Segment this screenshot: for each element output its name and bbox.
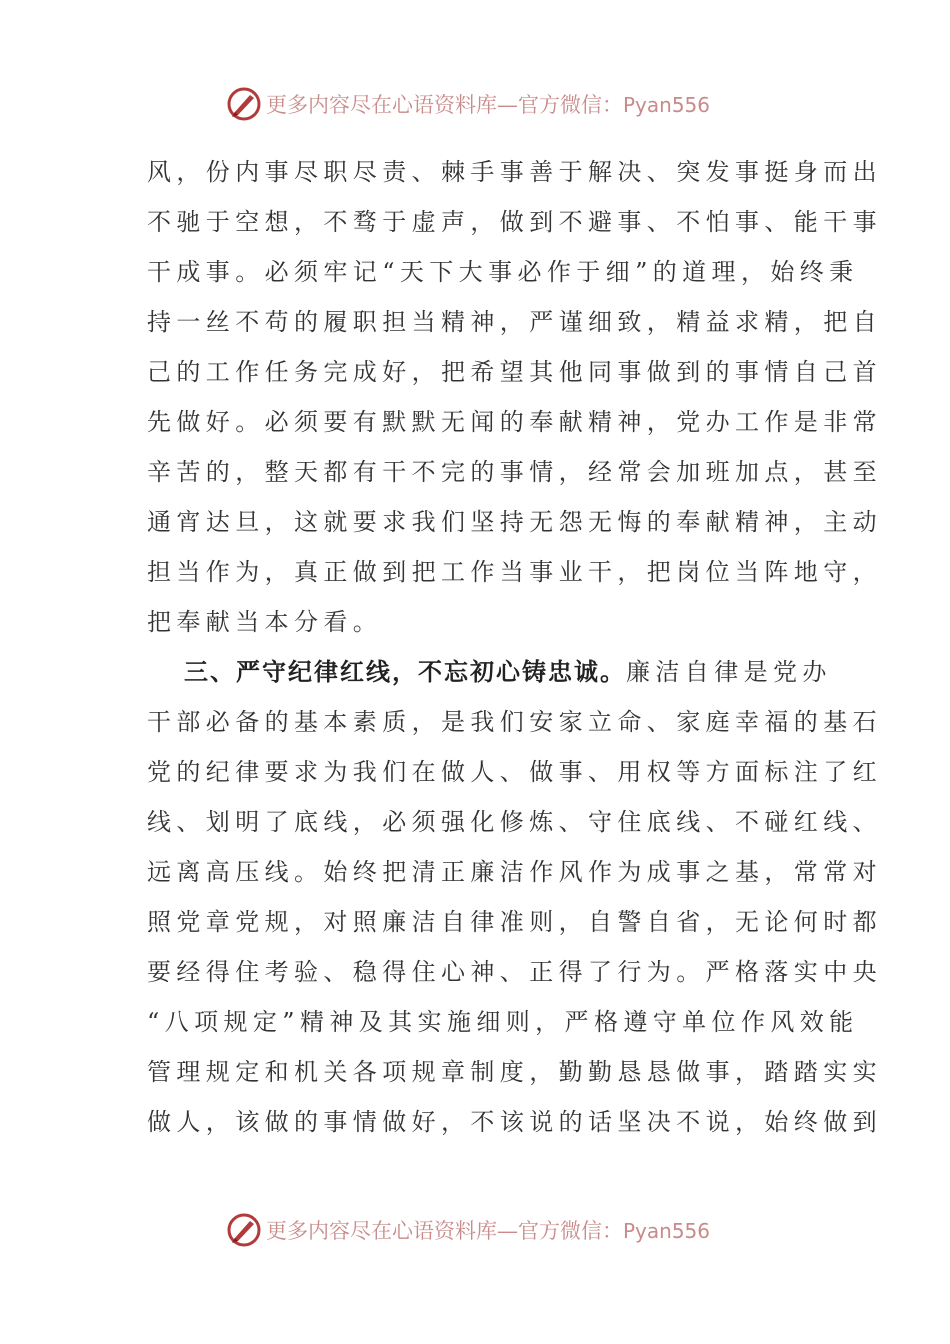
text-line: 远离高压线。始终把清正廉洁作风作为成事之基，常常对 xyxy=(147,858,882,886)
text-line: 担当作为，真正做到把工作当事业干，把岗位当阵地守， xyxy=(147,558,882,586)
paragraph-discipline xyxy=(147,647,882,1147)
text-line: 先做好。必须要有默默无闻的奉献精神，党办工作是非常 xyxy=(147,408,882,436)
header-watermark xyxy=(226,84,710,124)
text-line: 干成事。必须牢记“天下大事必作于细”的道理，始终秉 xyxy=(147,258,859,286)
watermark-text: 更多内容尽在心语资料库—官方微信：Pyan556 xyxy=(266,93,711,117)
text-line: 不驰于空想，不骛于虚声，做到不避事、不怕事、能干事 xyxy=(147,208,882,236)
paragraph-dedication xyxy=(147,147,882,647)
text-line: 己的工作任务完成好，把希望其他同事做到的事情自己首 xyxy=(147,358,882,386)
text-line: 做人，该做的事情做好，不该说的话坚决不说，始终做到 xyxy=(147,1108,882,1136)
watermark-text: 更多内容尽在心语资料库—官方微信：Pyan556 xyxy=(266,1219,711,1243)
text-line: 辛苦的，整天都有干不完的事情，经常会加班加点，甚至 xyxy=(147,458,882,486)
text-line: 要经得住考验、稳得住心神、正得了行为。严格落实中央 xyxy=(147,958,882,986)
document-body xyxy=(147,147,882,1147)
text-line: 持一丝不苟的履职担当精神，严谨细致，精益求精，把自 xyxy=(147,308,882,336)
text-line: 管理规定和机关各项规章制度，勤勤恳恳做事，踏踏实实 xyxy=(147,1058,882,1086)
text-line: 照党章党规，对照廉洁自律准则，自警自省，无论何时都 xyxy=(147,908,882,936)
pen-logo-icon xyxy=(226,86,262,122)
text-line: 通宵达旦，这就要求我们坚持无怨无悔的奉献精神，主动 xyxy=(147,508,882,536)
text-line: 风，份内事尽职尽责、棘手事善于解决、突发事挺身而出 xyxy=(147,158,882,186)
text-line: 线、划明了底线，必须强化修炼、守住底线、不碰红线、 xyxy=(147,808,882,836)
text-line: 干部必备的基本素质，是我们安家立命、家庭幸福的基石 xyxy=(147,708,882,736)
text-line: 党的纪律要求为我们在做人、做事、用权等方面标注了红 xyxy=(147,758,882,786)
footer-watermark xyxy=(226,1210,710,1250)
section-3-first-line: 三、严守纪律红线，不忘初心铸忠诚。廉洁自律是党办 xyxy=(184,657,832,686)
pen-logo-icon xyxy=(226,1212,262,1248)
text-line: 把奉献当本分看。 xyxy=(147,608,383,636)
text-line: “八项规定”精神及其实施细则，严格遵守单位作风效能 xyxy=(147,1008,859,1036)
section-3-heading: 三、严守纪律红线，不忘初心铸忠诚。 xyxy=(184,657,626,686)
